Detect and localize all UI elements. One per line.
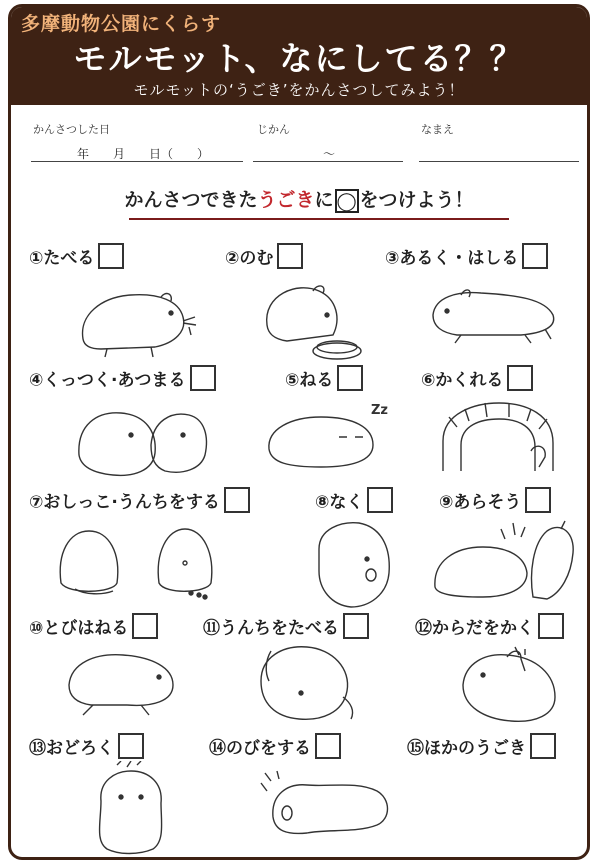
item-label: ②のむ — [225, 248, 274, 269]
checkbox-jump[interactable] — [132, 613, 158, 639]
page-title: モルモット、なにしてる？？ — [73, 39, 525, 78]
guinea-pig-sleeping-illustration — [261, 403, 401, 473]
instruction-underline — [129, 218, 509, 220]
checkbox-sleep[interactable] — [337, 365, 363, 391]
time-label: じかん — [257, 123, 290, 136]
checkbox-drink[interactable] — [277, 243, 303, 269]
checkbox-cry[interactable] — [367, 487, 393, 513]
item-fight — [439, 487, 551, 513]
item-toilet — [29, 487, 250, 513]
item-label: ④くっつく·あつまる — [29, 370, 186, 391]
item-label: ⑫からだをかく — [415, 618, 534, 639]
checkbox-eat-poop[interactable] — [343, 613, 369, 639]
header-top-label: 多摩動物公園にくらす — [21, 13, 222, 35]
checkbox-other[interactable] — [530, 733, 556, 759]
guinea-pig-drinking-illustration — [257, 275, 367, 367]
item-label: ③あるく・はしる — [385, 248, 519, 269]
guinea-pig-stretching-illustration — [257, 767, 393, 847]
checkbox-surprised[interactable] — [118, 733, 144, 759]
guinea-pigs-huddling-illustration — [73, 405, 213, 480]
guinea-pig-hiding-illustration — [435, 401, 565, 481]
header-banner — [11, 7, 587, 105]
item-label: ⑮ほかのうごき — [407, 738, 526, 759]
checkbox-fight[interactable] — [525, 487, 551, 513]
item-label: ⑭のびをする — [209, 738, 311, 759]
time-template: 〜 — [323, 147, 336, 161]
guinea-pig-eating-poop-illustration — [251, 641, 361, 725]
name-label: なまえ — [421, 123, 454, 136]
date-field[interactable] — [31, 161, 243, 162]
item-drink — [225, 243, 303, 269]
guinea-pig-crying-illustration — [311, 519, 395, 611]
date-label: かんさつした日 — [33, 123, 110, 136]
sleep-zz-mark: Zz — [371, 403, 388, 418]
instruction-prefix: かんさつできた — [124, 189, 258, 211]
item-sleep — [285, 365, 363, 391]
name-field[interactable] — [419, 161, 579, 162]
item-label: ⑬おどろく — [29, 738, 114, 759]
guinea-pigs-fighting-illustration — [429, 517, 579, 609]
item-hide — [421, 365, 533, 391]
date-template: 年 月 日（ ） — [77, 147, 210, 161]
checkbox-stretch[interactable] — [315, 733, 341, 759]
item-label: ⑥かくれる — [421, 370, 504, 391]
item-stretch — [209, 733, 341, 759]
guinea-pig-surprised-illustration — [87, 761, 177, 857]
item-scratch — [415, 613, 564, 639]
time-field[interactable] — [253, 161, 403, 162]
checkbox-eat[interactable] — [98, 243, 124, 269]
circle-mark-box: ◯ — [336, 190, 357, 212]
guinea-pig-toilet-illustration — [55, 523, 225, 603]
item-eat — [29, 243, 124, 269]
item-label: ⑧なく — [315, 492, 364, 513]
instruction-heading — [11, 185, 587, 213]
instruction-suffix: をつけよう！ — [359, 189, 474, 211]
guinea-pig-walking-illustration — [421, 285, 561, 347]
item-surprised — [29, 733, 144, 759]
instruction-middle: に — [314, 189, 334, 211]
worksheet — [8, 4, 590, 860]
guinea-pig-jumping-illustration — [61, 647, 181, 719]
item-eat-poop — [203, 613, 369, 639]
page-subtitle: モルモットの‘うごき’をかんさつしてみよう！ — [133, 81, 465, 99]
item-label: ①たべる — [29, 248, 95, 269]
item-label: ⑦おしっこ·うんちをする — [29, 492, 220, 513]
item-label: ⑪うんちをたべる — [203, 618, 339, 639]
item-label: ⑩とびはねる — [29, 618, 129, 639]
item-huddle — [29, 365, 216, 391]
checkbox-huddle[interactable] — [190, 365, 216, 391]
item-cry — [315, 487, 393, 513]
item-label: ⑨あらそう — [439, 492, 522, 513]
checkbox-walk-run[interactable] — [522, 243, 548, 269]
item-walk-run — [385, 243, 548, 269]
guinea-pig-scratching-illustration — [455, 645, 565, 725]
checkbox-toilet[interactable] — [224, 487, 250, 513]
item-label: ⑤ねる — [285, 370, 334, 391]
item-jump — [29, 613, 158, 639]
item-other — [407, 733, 556, 759]
checkbox-hide[interactable] — [507, 365, 533, 391]
guinea-pig-eating-illustration — [71, 277, 201, 362]
instruction-highlight: うごき — [257, 189, 315, 211]
checkbox-scratch[interactable] — [538, 613, 564, 639]
